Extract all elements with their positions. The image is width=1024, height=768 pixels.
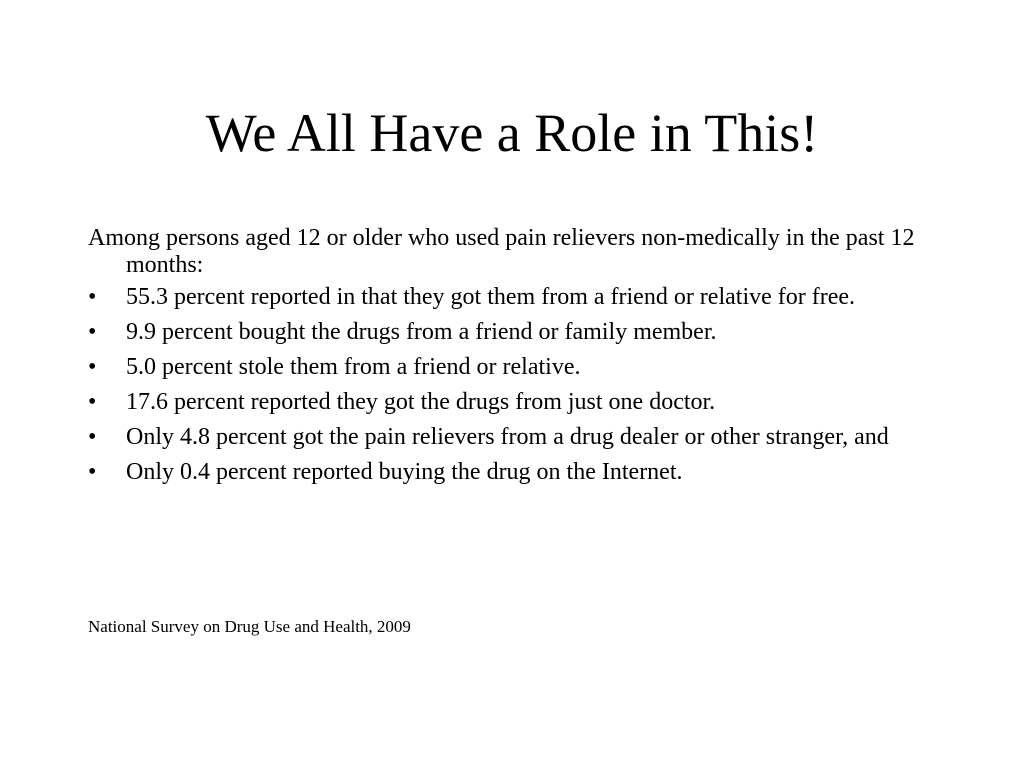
bullet-item	[88, 459, 958, 486]
bullet-text: 5.0 percent stole them from a friend or relative.	[126, 354, 581, 380]
bullet-text: Only 4.8 percent got the pain relievers from a drug dealer or other stranger, and	[126, 424, 889, 450]
bullet-icon: •	[88, 354, 97, 380]
bullet-text: 17.6 percent reported they got the drugs from just one doctor.	[126, 389, 716, 415]
bullet-text: 55.3 percent reported in that they got them from a friend or relative for free.	[126, 284, 856, 310]
bullet-item	[88, 354, 958, 381]
bullet-item	[88, 424, 958, 451]
bullet-item	[88, 319, 958, 346]
bullet-icon: •	[88, 319, 97, 345]
intro-text: Among persons aged 12 or older who used pain relievers non-medically in the past 12 months:	[88, 225, 915, 278]
bullet-text: 9.9 percent bought the drugs from a friend or family member.	[126, 319, 717, 345]
bullet-icon: •	[88, 284, 97, 310]
slide-title: We All Have a Role in This!	[205, 103, 819, 163]
bullet-item	[88, 284, 958, 311]
source-citation: National Survey on Drug Use and Health, 2009	[88, 617, 411, 636]
bullet-text: Only 0.4 percent reported buying the drug on the Internet.	[126, 459, 683, 485]
bullet-icon: •	[88, 424, 97, 450]
bullet-icon: •	[88, 389, 97, 415]
bullet-item	[88, 389, 958, 416]
bullet-list	[88, 284, 958, 486]
slide-body	[88, 225, 958, 494]
bullet-icon: •	[88, 459, 97, 485]
